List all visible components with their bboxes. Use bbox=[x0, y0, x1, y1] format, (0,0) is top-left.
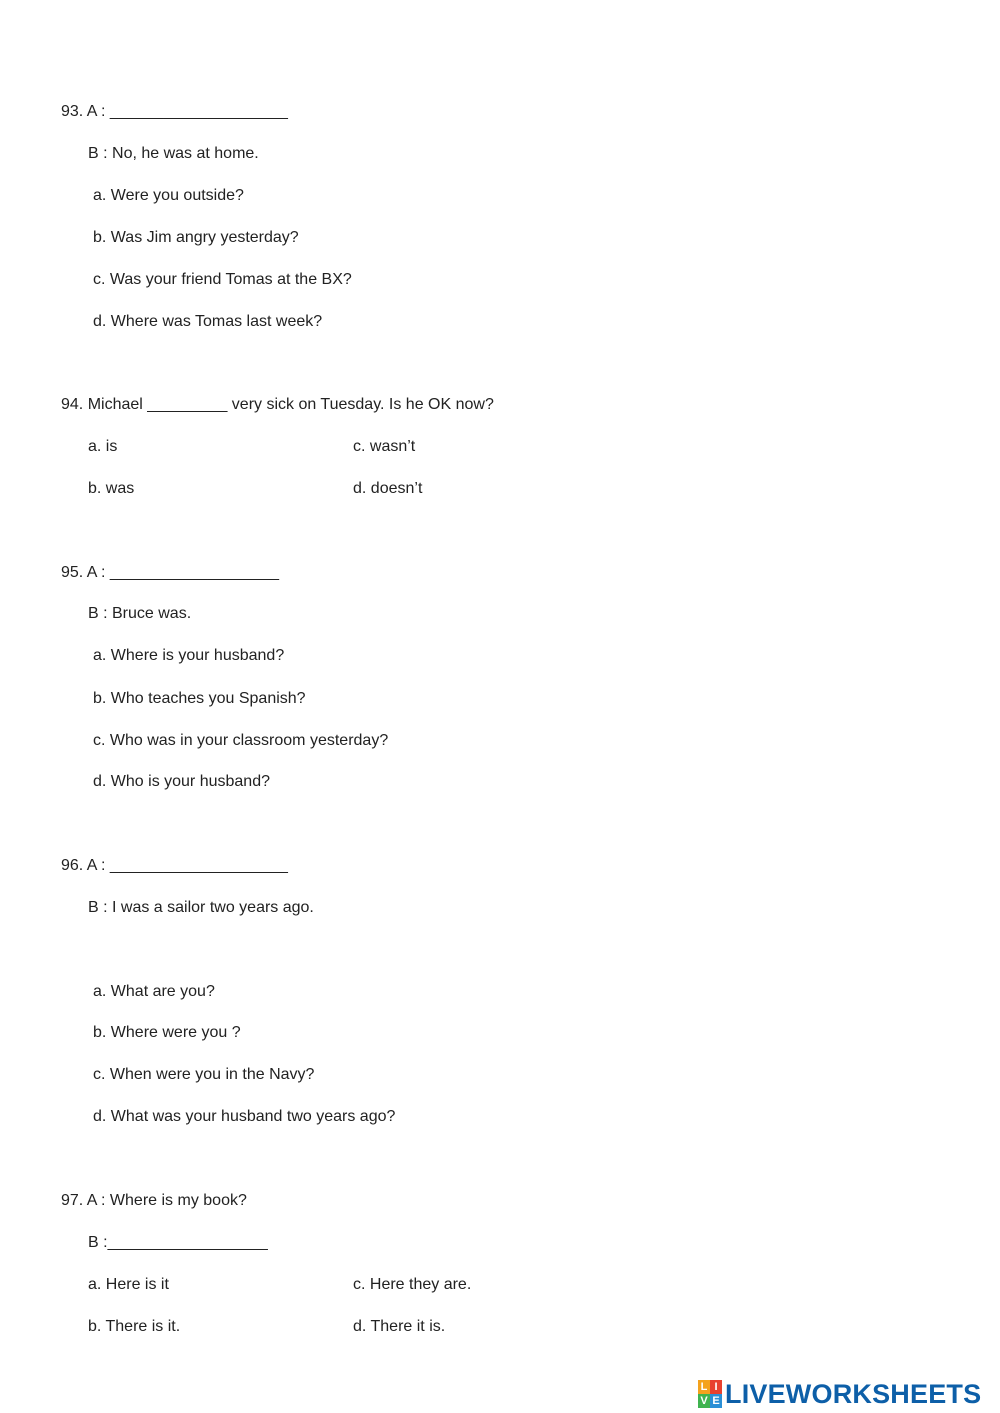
logo-letter-v: V bbox=[698, 1394, 710, 1408]
liveworksheets-footer bbox=[698, 1378, 981, 1410]
logo-letter-l: L bbox=[698, 1380, 710, 1394]
question-97-prompt: 97. A : Where is my book? bbox=[61, 1192, 247, 1209]
question-93-option-d: d. Where was Tomas last week? bbox=[93, 313, 323, 330]
question-94-prompt: 94. Michael _________ very sick on Tuesday. Is he OK now? bbox=[61, 396, 494, 413]
question-96-option-b: b. Where were you ? bbox=[93, 1024, 241, 1041]
question-96-option-d: d. What was your husband two years ago? bbox=[93, 1108, 396, 1125]
logo-letter-e: E bbox=[710, 1394, 722, 1408]
question-95-response: B : Bruce was. bbox=[88, 605, 192, 622]
question-94-option-a: a. is bbox=[88, 438, 118, 455]
question-93-option-a: a. Were you outside? bbox=[93, 187, 244, 204]
liveworksheets-brand: LIVEWORKSHEETS bbox=[725, 1379, 982, 1409]
question-95-option-b: b. Who teaches you Spanish? bbox=[93, 690, 306, 707]
question-97-response: B :__________________ bbox=[88, 1234, 268, 1251]
question-93-option-b: b. Was Jim angry yesterday? bbox=[93, 229, 299, 246]
question-94-option-d: d. doesn’t bbox=[353, 480, 423, 497]
question-95-option-c: c. Who was in your classroom yesterday? bbox=[93, 732, 389, 749]
question-96-option-c: c. When were you in the Navy? bbox=[93, 1066, 315, 1083]
question-93-response: B : No, he was at home. bbox=[88, 145, 259, 162]
question-95-prompt: 95. A : ___________________ bbox=[61, 564, 279, 581]
question-95-option-d: d. Who is your husband? bbox=[93, 773, 270, 790]
question-96-response: B : I was a sailor two years ago. bbox=[88, 899, 314, 916]
question-96-prompt: 96. A : ____________________ bbox=[61, 857, 288, 874]
question-94-option-c: c. wasn’t bbox=[353, 438, 416, 455]
question-95-option-a: a. Where is your husband? bbox=[93, 647, 285, 664]
question-94-option-b: b. was bbox=[88, 480, 135, 497]
question-97-option-a: a. Here is it bbox=[88, 1276, 169, 1293]
question-93-option-c: c. Was your friend Tomas at the BX? bbox=[93, 271, 352, 288]
question-96-option-a: a. What are you? bbox=[93, 983, 215, 1000]
question-97-option-d: d. There it is. bbox=[353, 1318, 446, 1335]
question-97-option-c: c. Here they are. bbox=[353, 1276, 472, 1293]
question-97-option-b: b. There is it. bbox=[88, 1318, 181, 1335]
question-93-prompt: 93. A : ____________________ bbox=[61, 103, 288, 120]
liveworksheets-logo-icon bbox=[698, 1380, 722, 1408]
logo-letter-i: I bbox=[710, 1380, 722, 1394]
